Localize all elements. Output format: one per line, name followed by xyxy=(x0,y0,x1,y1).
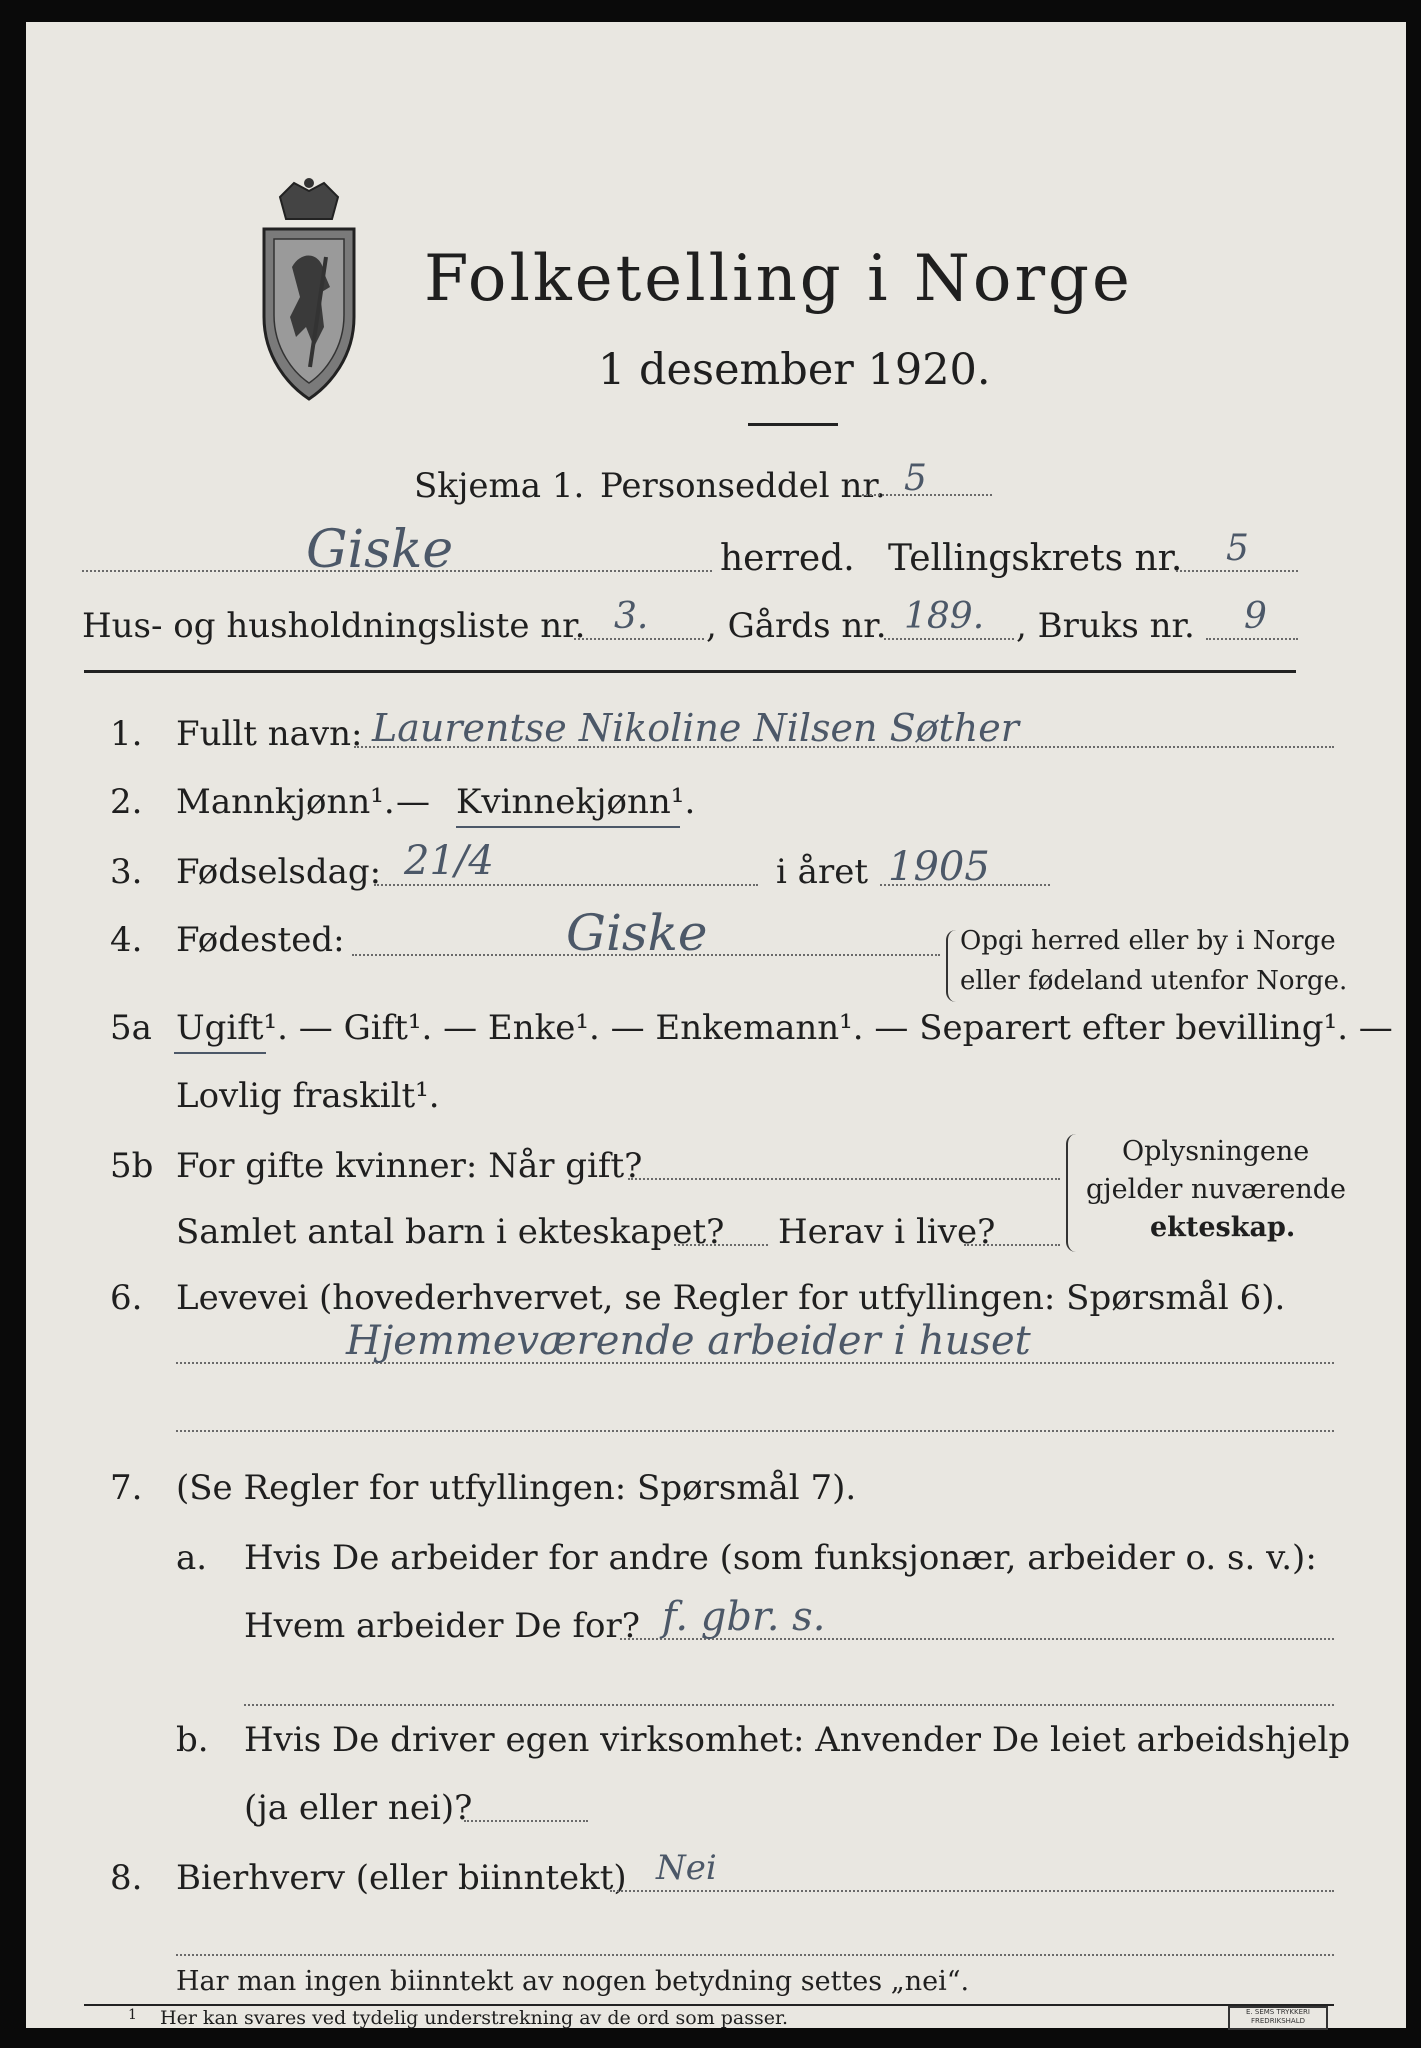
skjema-label: Skjema 1. xyxy=(414,466,585,506)
q5b-note-line2: gjelder nuværende xyxy=(1086,1174,1346,1205)
q3-year-label: i året xyxy=(776,852,868,892)
q1-number: 1. xyxy=(110,714,143,754)
kvinnekjonn-underline xyxy=(456,826,680,828)
marital-status-options[interactable]: Ugift¹. — Gift¹. — Enke¹. — Enkemann¹. — Separert efter bevilling¹. — xyxy=(176,1008,1393,1048)
ugift-underline xyxy=(174,1052,266,1054)
marital-status-options-line2[interactable]: Lovlig fraskilt¹. xyxy=(176,1076,440,1116)
married-when-line xyxy=(628,1178,1060,1180)
hus-line xyxy=(574,638,704,640)
form-date: 1 desember 1920. xyxy=(598,345,991,395)
hired-help-line xyxy=(464,1820,588,1822)
q3-label: Fødselsdag: xyxy=(176,852,382,892)
herred-label: herred. xyxy=(720,538,855,579)
q5b-alive-label: Herav i live? xyxy=(778,1212,996,1252)
q8-note: Har man ingen biinntekt av nogen betydning settes „nei“. xyxy=(176,1966,970,1997)
form-title: Folketelling i Norge xyxy=(424,242,1133,316)
occupation-line-2 xyxy=(176,1430,1334,1432)
q2-dash: — xyxy=(396,782,430,822)
q4-note-brace xyxy=(946,930,956,1002)
personseddel-label: Personseddel nr. xyxy=(600,466,886,506)
q7-number: 7. xyxy=(110,1468,143,1508)
bruks-line xyxy=(1206,638,1298,640)
bruks-value[interactable]: 9 xyxy=(1244,596,1267,637)
q6-label: Levevei (hovederhvervet, se Regler for utfyllingen: Spørsmål 6). xyxy=(176,1278,1286,1318)
q6-number: 6. xyxy=(110,1278,143,1318)
hus-label: Hus- og husholdningsliste nr. xyxy=(82,606,586,646)
personseddel-value[interactable]: 5 xyxy=(904,458,927,499)
hus-value[interactable]: 3. xyxy=(614,596,649,637)
q8-number: 8. xyxy=(110,1858,143,1898)
q8-label: Bierhverv (eller biinntekt) xyxy=(176,1858,627,1898)
employer-value[interactable]: f. gbr. s. xyxy=(662,1594,826,1640)
printer-stamp-line1: E. SEMS TRYKKERI xyxy=(1246,2008,1310,2016)
section-divider xyxy=(84,670,1296,673)
q7-label: (Se Regler for utfyllingen: Spørsmål 7). xyxy=(176,1468,857,1508)
q5a-number: 5a xyxy=(110,1008,152,1048)
footnote-divider xyxy=(84,2004,1334,2006)
herred-value[interactable]: Giske xyxy=(306,520,454,580)
norway-coat-of-arms-icon xyxy=(250,177,368,405)
q4-note-line2: eller fødeland utenfor Norge. xyxy=(960,966,1348,996)
tellingskrets-label: Tellingskrets nr. xyxy=(888,538,1183,579)
q7a-line1: Hvis De arbeider for andre (som funksjonær, arbeider o. s. v.): xyxy=(244,1538,1317,1578)
birth-year-value[interactable]: 1905 xyxy=(888,844,990,890)
q4-note-line1: Opgi herred eller by i Norge xyxy=(960,926,1336,956)
option-mannkjonn[interactable]: Mannkjønn¹. xyxy=(176,782,395,822)
q4-number: 4. xyxy=(110,920,143,960)
tellingskrets-value[interactable]: 5 xyxy=(1226,528,1249,569)
q3-number: 3. xyxy=(110,852,143,892)
q7b-line1: Hvis De driver egen virksomhet: Anvender De leiet arbeidshjelp xyxy=(244,1720,1351,1760)
q5b-line1: For gifte kvinner: Når gift? xyxy=(176,1146,643,1186)
tellingskrets-line xyxy=(1176,570,1298,572)
q7a-letter: a. xyxy=(176,1538,208,1578)
printer-stamp-line2: FREDRIKSHALD xyxy=(1250,2017,1305,2025)
side-income-value[interactable]: Nei xyxy=(656,1848,717,1888)
birthday-line xyxy=(374,884,758,886)
birthplace-value[interactable]: Giske xyxy=(566,904,708,962)
q5b-number: 5b xyxy=(110,1146,154,1186)
side-income-line xyxy=(610,1890,1334,1892)
employer-line-2 xyxy=(244,1704,1334,1706)
option-kvinnekjonn[interactable]: Kvinnekjønn¹. xyxy=(456,782,696,822)
census-form xyxy=(26,22,1406,2028)
bruks-label: , Bruks nr. xyxy=(1016,606,1195,646)
full-name-value[interactable]: Laurentse Nikoline Nilsen Søther xyxy=(372,706,1019,750)
footnote-text: Her kan svares ved tydelig understrekning av de ord som passer. xyxy=(160,2007,789,2029)
footnote-marker: 1 xyxy=(128,2007,137,2023)
q7b-line2: (ja eller nei)? xyxy=(244,1788,473,1828)
header-divider xyxy=(748,423,838,426)
occupation-value[interactable]: Hjemmeværende arbeider i huset xyxy=(346,1318,1031,1364)
q5b-note-line3: ekteskap. xyxy=(1150,1212,1296,1243)
gards-line xyxy=(884,638,1014,640)
children-alive-line xyxy=(964,1244,1060,1246)
q5b-children-label: Samlet antal barn i ekteskapet? xyxy=(176,1212,725,1252)
q1-label: Fullt navn: xyxy=(176,714,363,754)
birthday-value[interactable]: 21/4 xyxy=(404,838,494,884)
q4-label: Fødested: xyxy=(176,920,345,960)
children-line xyxy=(674,1244,768,1246)
printer-stamp xyxy=(1228,2006,1328,2030)
personseddel-line xyxy=(862,494,992,496)
gards-label: , Gårds nr. xyxy=(706,606,887,646)
q5b-note-line1: Oplysningene xyxy=(1122,1136,1310,1167)
gards-value[interactable]: 189. xyxy=(904,596,985,637)
q7a-line2: Hvem arbeider De for? xyxy=(244,1606,640,1646)
side-income-line-2 xyxy=(176,1954,1334,1956)
q2-number: 2. xyxy=(110,782,143,822)
q5b-note-brace xyxy=(1066,1134,1078,1252)
q7b-letter: b. xyxy=(176,1720,209,1760)
